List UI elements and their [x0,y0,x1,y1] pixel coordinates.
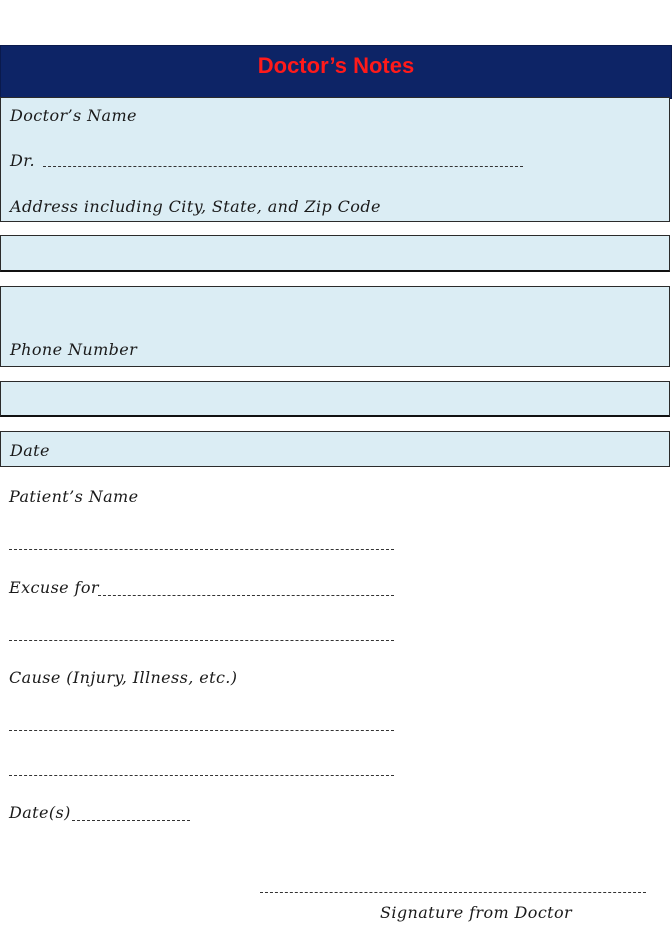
phone-number-label: Phone Number [10,340,138,359]
address-label: Address including City, State, and Zip Code [10,197,381,216]
date-box[interactable] [0,431,670,467]
excuse-for-label: Excuse for [9,578,99,597]
doctor-name-field[interactable] [43,166,523,167]
date-label: Date [10,441,50,460]
excuse-for-field-line-2[interactable] [9,640,394,641]
dr-prefix-label: Dr. [10,151,36,170]
dates-label: Date(s) [9,803,71,822]
page-title: Doctor’s Notes [257,53,415,78]
signature-field[interactable] [260,892,646,893]
cause-field-line-2[interactable] [9,775,394,776]
cause-field-line-1[interactable] [9,730,394,731]
patient-name-label: Patient’s Name [9,487,139,506]
excuse-for-field[interactable] [98,595,394,596]
doctor-name-label: Doctor’s Name [10,106,137,125]
address-field[interactable] [0,235,670,272]
cause-label: Cause (Injury, Illness, etc.) [9,668,238,687]
dates-field[interactable] [72,820,190,821]
phone-box [0,286,670,367]
patient-name-field[interactable] [9,549,394,550]
phone-number-field[interactable] [0,381,670,417]
doctor-info-box [0,97,670,222]
header-bar [0,45,672,99]
signature-label: Signature from Doctor [380,903,573,922]
